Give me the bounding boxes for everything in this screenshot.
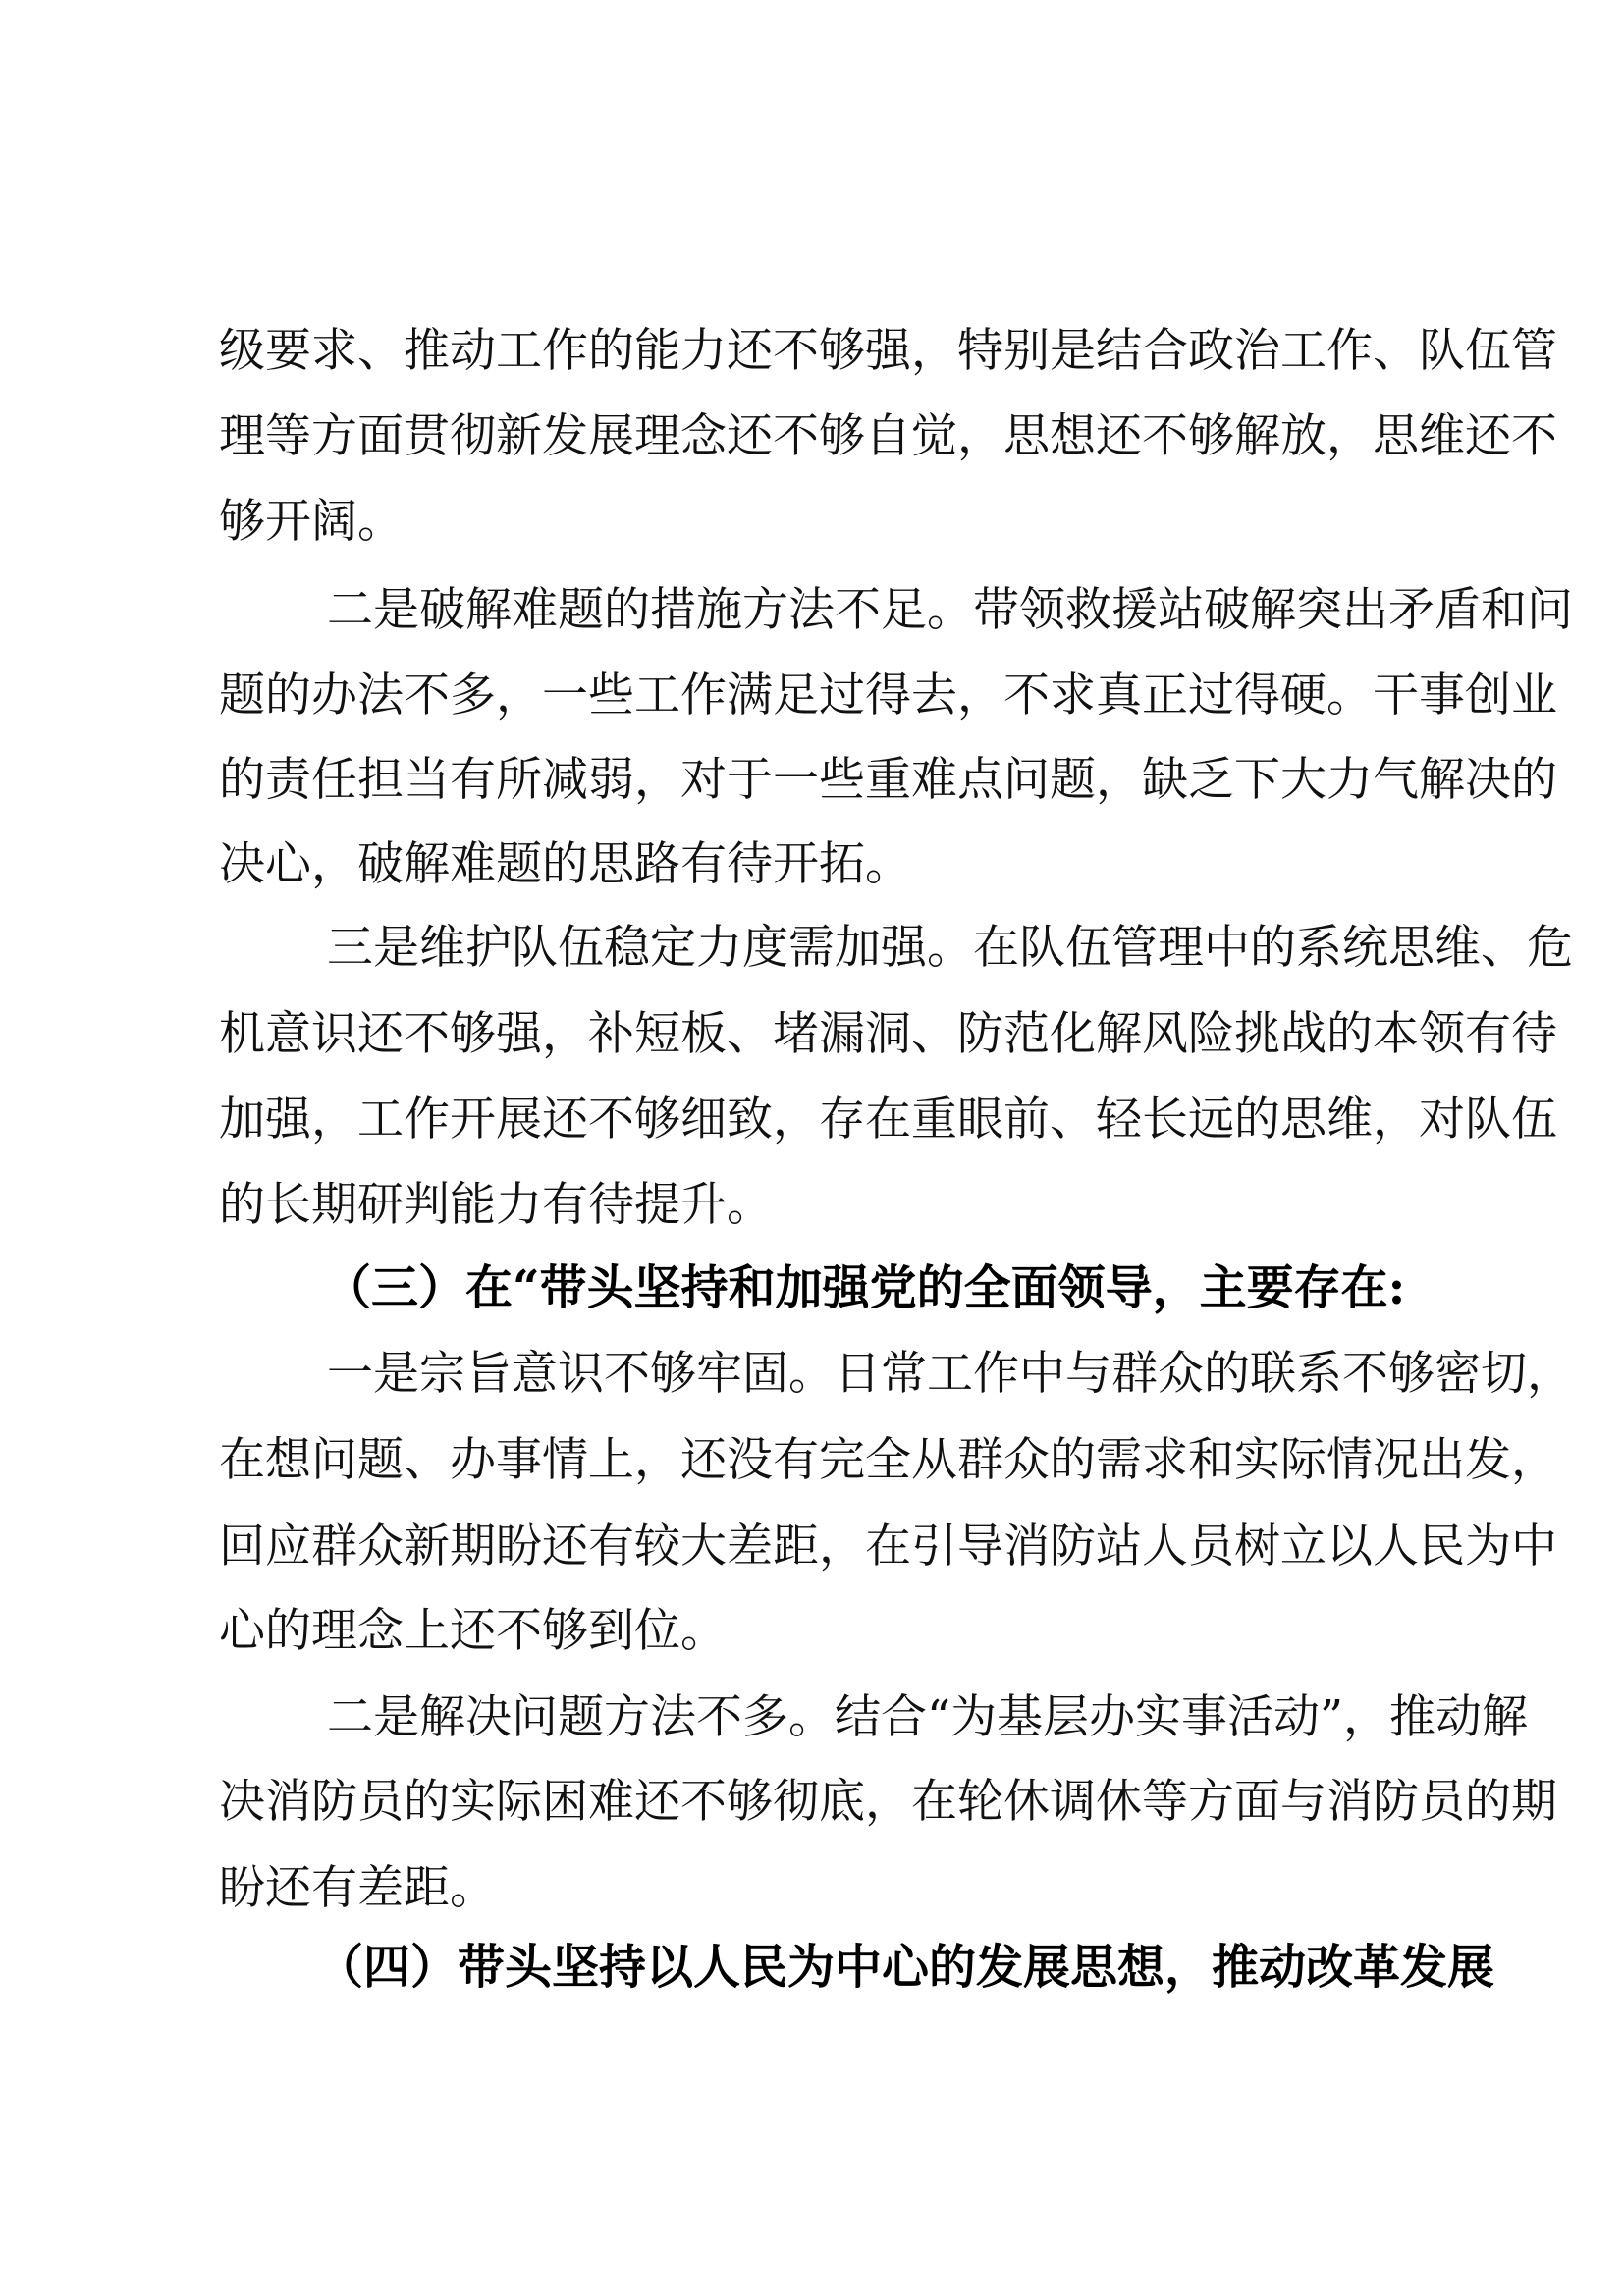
paragraph-3-line-1: 三是维护队伍稳定力度需加强。在队伍管理中的系统思维、危 xyxy=(327,921,1573,975)
paragraph-2-line-4: 决心，破解难题的思路有待开拓。 xyxy=(219,837,911,891)
paragraph-5-line-3: 回应群众新期盼还有较大差距，在引导消防站人员树立以人民为中 xyxy=(219,1520,1557,1574)
paragraph-1-line-1: 级要求、推动工作的能力还不够强，特别是结合政治工作、队伍管 xyxy=(219,324,1557,378)
paragraph-6-line-2: 决消防员的实际困难还不够彻底，在轮休调休等方面与消防员的期 xyxy=(219,1775,1557,1829)
paragraph-5-line-1: 一是宗旨意识不够牢固。日常工作中与群众的联系不够密切， xyxy=(327,1347,1573,1401)
paragraph-5-line-4: 心的理念上还不够到位。 xyxy=(219,1604,727,1658)
paragraph-1-line-3: 够开阔。 xyxy=(219,495,404,549)
paragraph-1-line-2: 理等方面贯彻新发展理念还不够自觉，思想还不够解放，思维还不 xyxy=(219,409,1557,463)
paragraph-2-line-2: 题的办法不多，一些工作满足过得去，不求真正过得硬。干事创业 xyxy=(219,668,1557,722)
paragraph-5-line-2: 在想问题、办事情上，还没有完全从群众的需求和实际情况出发， xyxy=(219,1433,1557,1487)
paragraph-3-line-3: 加强，工作开展还不够细致，存在重眼前、轻长远的思维，对队伍 xyxy=(219,1093,1557,1147)
paragraph-2-line-3: 的责任担当有所减弱，对于一些重难点问题，缺乏下大力气解决的 xyxy=(219,753,1557,807)
paragraph-6-line-1: 二是解决问题方法不多。结合“为基层办实事活动”，推动解 xyxy=(327,1690,1529,1744)
paragraph-6-line-3: 盼还有差距。 xyxy=(219,1861,496,1915)
section-heading-4: （四）带头坚持以人民为中心的发展思想，推动改革发展 xyxy=(316,1940,1495,1995)
paragraph-2-line-1: 二是破解难题的措施方法不足。带领救援站破解突出矛盾和问 xyxy=(327,583,1573,637)
section-heading-3: （三）在“带头坚持和加强党的全面领导，主要存在: xyxy=(324,1260,1406,1315)
paragraph-3-line-4: 的长期研判能力有待提升。 xyxy=(219,1178,773,1232)
paragraph-3-line-2: 机意识还不够强，补短板、堵漏洞、防范化解风险挑战的本领有待 xyxy=(219,1007,1557,1061)
